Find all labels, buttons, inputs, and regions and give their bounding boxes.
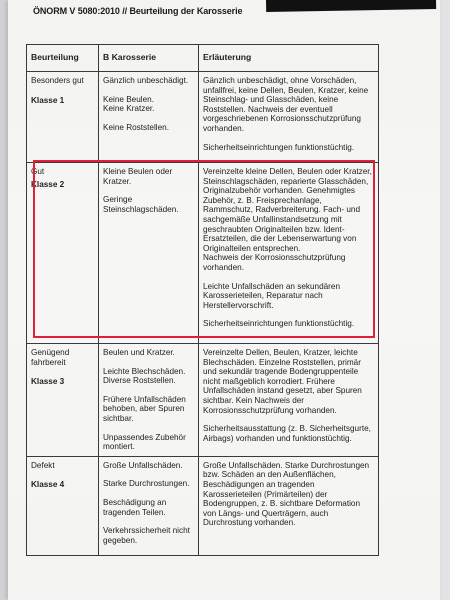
- rating-cell: [27, 344, 99, 457]
- body-text: Starke Durchrostungen.: [103, 479, 190, 489]
- document-title: ÖNORM V 5080:2010 // Beurteilung der Karosserie: [33, 6, 243, 16]
- rating-label: Gut: [31, 167, 45, 176]
- rating-cell: [27, 163, 99, 344]
- body-text: Große Unfallschäden.: [103, 460, 183, 470]
- assessment-table: [26, 44, 379, 556]
- body-text: Beschädigung an tragenden Teilen.: [103, 497, 167, 517]
- rating-label: Besonders gut: [31, 76, 84, 85]
- body-text: Frühere Unfallschäden behoben, aber Spuren sichtbar.: [103, 394, 186, 423]
- header-explanation: Erläuterung: [199, 45, 379, 72]
- explanation-text: Vereinzelte kleine Dellen, Beulen oder Kratzer, Steinschlagschäden, reparierte Glasschäden, Originalzubehör vorhanden. Genehmigtes Zubehör, z. B. Freisprechanlage, Rammschutz, Radverbreiterung. Fach- und sachgemäße Unfallinstandsetzung mit geschraubten Originalteilen bzw. Ident-Ersatzteilen, die der Lebenserwartung von Originalteilen entsprechen. Nachweis der Korrosionsschutzprüfung vorhanden.: [203, 167, 372, 272]
- body-cell: [99, 163, 199, 344]
- table-row: [27, 72, 379, 163]
- explanation-text: Große Unfallschäden. Starke Durchrostungen bzw. Schäden an den Außenflächen, Beschädigungen an tragenden Karosserieteilen (Primärteilen) der Bodengruppen, z. B. sichtbare Deformation von Längs- und Querträgern, auch Durchrostung vorhanden.: [203, 460, 370, 528]
- explanation-cell: [199, 163, 379, 344]
- body-text: Beulen und Kratzer.: [103, 348, 175, 357]
- body-text: Geringe Steinschlagschäden.: [103, 195, 179, 214]
- rating-cell: [27, 72, 99, 163]
- redaction-bar: [266, 0, 436, 12]
- body-text: Keine Roststellen.: [103, 122, 169, 132]
- body-text: Kleine Beulen oder Kratzer.: [103, 167, 173, 186]
- body-text: Keine Beulen. Keine Kratzer.: [103, 94, 155, 114]
- class-label: Klasse 1: [31, 95, 65, 105]
- body-text: Unpassendes Zubehör montiert.: [103, 432, 186, 452]
- body-cell: [99, 344, 199, 457]
- body-text: Verkehrssicherheit nicht gegeben.: [103, 526, 190, 545]
- explanation-text: Sicherheitseinrichtungen funktionstüchtig.: [203, 319, 355, 329]
- table-row: [27, 344, 379, 457]
- rating-label: Genügend fahrbereit: [31, 348, 70, 367]
- table-row: [27, 456, 379, 555]
- body-cell: [99, 72, 199, 163]
- class-label: Klasse 3: [31, 377, 65, 387]
- class-label: Klasse 4: [31, 480, 65, 490]
- table-header-row: [27, 45, 379, 72]
- explanation-text: Gänzlich unbeschädigt, ohne Vorschäden, unfallfrei, keine Dellen, Beulen, Kratzer, keine Steinschlag- und Glasschäden, keine Roststellen. Nachweis der eventuell vorgeschriebenen Korrosionsschutzprüfung vorhanden.: [203, 76, 369, 133]
- explanation-text: Sicherheitsausstattung (z. B. Sicherheitsgurte, Airbags) vorhanden und funktionstüchtig.: [203, 424, 371, 443]
- table-row: [27, 163, 379, 344]
- explanation-text: Vereinzelte Dellen, Beulen, Kratzer, leichte Blechschäden. Einzelne Roststellen, primär und sekundär tragende Bodengruppenteile nicht maßgeblich korrodiert. Frühere Unfallschäden instand gesetzt, aber Spuren sichtbar. Kein Nachweis der Korrosionsschutzprüfung vorhanden.: [203, 348, 362, 415]
- rating-cell: [27, 456, 99, 555]
- explanation-cell: [199, 456, 379, 555]
- class-label: Klasse 2: [31, 179, 65, 189]
- body-text: Leichte Blechschäden. Diverse Roststellen.: [103, 366, 186, 386]
- rating-label: Defekt: [31, 460, 55, 470]
- header-rating: Beurteilung: [27, 45, 99, 72]
- explanation-cell: [199, 344, 379, 457]
- explanation-cell: [199, 72, 379, 163]
- explanation-text: Sicherheitseinrichtungen funktionstüchtig.: [203, 142, 355, 152]
- explanation-text: Leichte Unfallschäden an sekundären Karosserieteilen, Reparatur nach Herstellervorschrift.: [203, 281, 341, 310]
- body-cell: [99, 456, 199, 555]
- body-text: Gänzlich unbeschädigt.: [103, 76, 189, 85]
- header-body: B Karosserie: [99, 45, 199, 72]
